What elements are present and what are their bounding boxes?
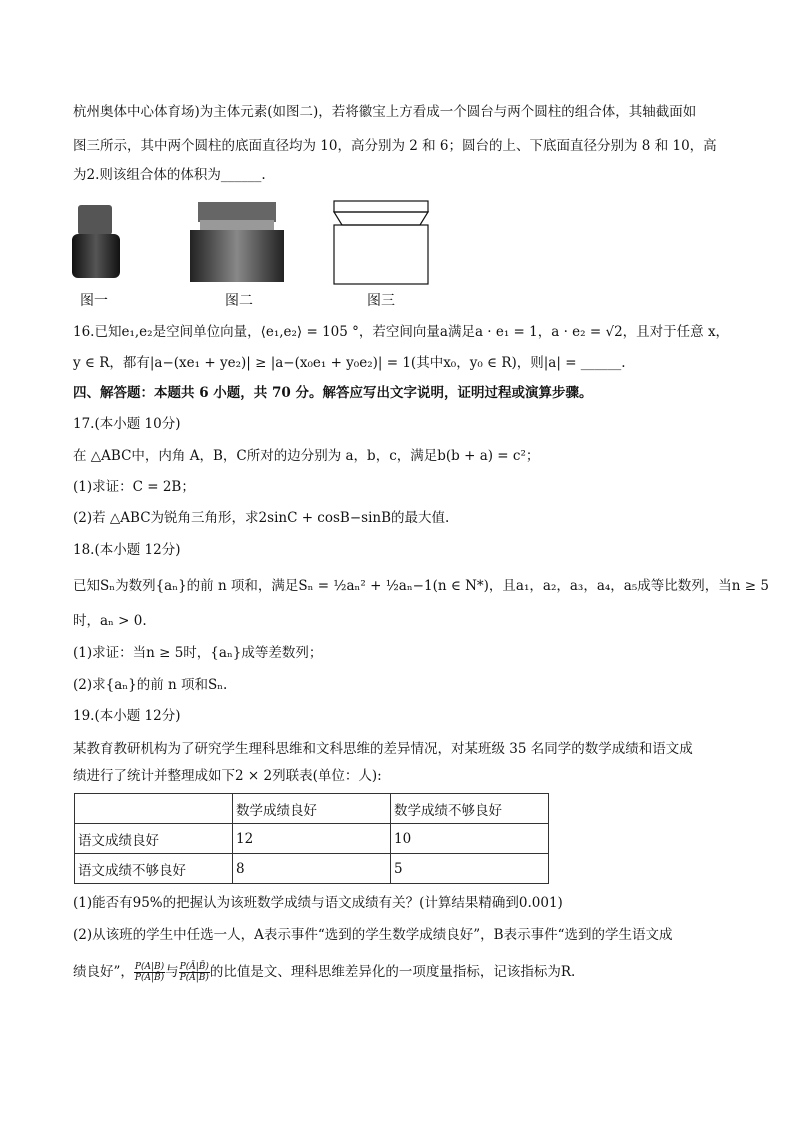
table-header-cell: 数学成绩不够良好	[391, 794, 549, 824]
problem17-heading: 17.(本小题 10分)	[73, 416, 181, 432]
problem15-line2: 图三所示，其中两个圆柱的底面直径均为 10，高分别为 2 和 6；圆台的上、下底面直径分别为 8 和 10，高	[73, 138, 717, 154]
figure3-axial-section-diagram	[332, 200, 430, 286]
problem17-part2: (2)若 △ABC为锐角三角形，求2sinC + cosB−sinB的最大值.	[73, 510, 450, 526]
problem17-stem: 在 △ABC中，内角 A，B，C所对的边分别为 a，b，c，满足b(b + a) = c²；	[73, 448, 540, 464]
problem19-part2-line2	[73, 962, 575, 983]
problem18-heading: 18.(本小题 12分)	[73, 542, 181, 558]
problem19-part2-line1: (2)从该班的学生中任选一人，A表示事件“选到的学生数学成绩良好”，B表示事件“选到的学生语文成	[73, 927, 673, 943]
figure2-emblem-photo	[190, 200, 284, 282]
table-cell: 10	[391, 824, 549, 854]
table-cell: 8	[233, 854, 391, 884]
fraction-2	[179, 962, 210, 983]
figure2-caption: 图二	[225, 293, 253, 309]
problem18-part1: (1)求证：当n ≥ 5时，{aₙ}成等差数列；	[73, 645, 323, 661]
problem19-part1: (1)能否有95%的把握认为该班数学成绩与语文成绩有关？(计算结果精确到0.001)	[73, 895, 563, 911]
problem15-line3: 为2.则该组合体的体积为______.	[73, 167, 266, 183]
problem18-part2: (2)求{aₙ}的前 n 项和Sₙ.	[73, 677, 228, 693]
table-row	[75, 824, 549, 854]
table-cell: 语文成绩不够良好	[75, 854, 233, 884]
contingency-table	[74, 793, 549, 884]
table-cell: 语文成绩良好	[75, 824, 233, 854]
table-cell: 5	[391, 854, 549, 884]
fraction-numerator: P(A|B)	[134, 962, 165, 972]
text-segment: 绩良好”，	[73, 964, 134, 980]
problem19-stem-line2: 绩进行了统计并整理成如下2 × 2列联表(单位：人):	[73, 768, 382, 784]
table-header-cell	[75, 794, 233, 824]
table-header-cell: 数学成绩良好	[233, 794, 391, 824]
table-cell: 12	[233, 824, 391, 854]
problem16-line1: 16.已知e₁,e₂是空间单位向量，⟨e₁,e₂⟩ = 105 °，若空间向量a满足a · e₁ = 1，a · e₂ = √2，且对于任意 x，	[73, 324, 730, 340]
text-segment: 与	[165, 964, 179, 980]
table-row	[75, 854, 549, 884]
problem19-heading: 19.(本小题 12分)	[73, 708, 181, 724]
fraction-1	[134, 962, 165, 983]
problem15-line1: 杭州奥体中心体育场)为主体元素(如图二)，若将徽宝上方看成一个圆台与两个圆柱的组合体，其轴截面如	[73, 104, 697, 120]
fraction-numerator: P(Ā|B̄)	[179, 962, 209, 972]
section4-heading: 四、解答题：本题共 6 小题，共 70 分。解答应写出文字说明，证明过程或演算步骤。	[73, 385, 593, 401]
fraction-denominator: P(Ā|B)	[179, 973, 209, 983]
problem19-stem-line1: 某教育教研机构为了研究学生理科思维和文科思维的差异情况，对某班级 35 名同学的数学成绩和语文成	[73, 741, 693, 757]
text-segment: 的比值是文、理科思维差异化的一项度量指标，记该指标为R.	[209, 964, 576, 980]
fraction-denominator: P(A|B̄)	[134, 973, 165, 983]
figure1-caption: 图一	[80, 293, 108, 309]
problem18-stem-line2: 时，aₙ > 0.	[73, 613, 147, 629]
figure3-caption: 图三	[367, 293, 395, 309]
table-header-row	[75, 794, 549, 824]
problem18-stem-line1: 已知Sₙ为数列{aₙ}的前 n 项和，满足Sₙ = ½aₙ² + ½aₙ−1(n ∈ N*)，且a₁，a₂，a₃，a₄，a₅成等比数列，当n ≥ 5	[73, 578, 769, 594]
problem17-part1: (1)求证：C = 2B；	[73, 479, 195, 495]
problem16-line2: y ∈ R，都有|a−(xe₁ + ye₂)| ≥ |a−(x₀e₁ + y₀e₂)| = 1(其中x₀，y₀ ∈ R)，则|a| = ______.	[73, 355, 626, 371]
figure1-emblem-photo	[70, 200, 122, 280]
